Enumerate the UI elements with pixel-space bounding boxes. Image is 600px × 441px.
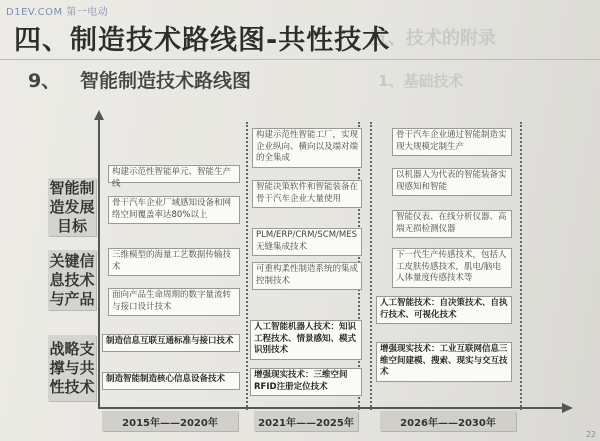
y-axis bbox=[98, 118, 100, 408]
cell-p1-goal-1: 构建示范性智能单元、智能生产线 bbox=[108, 165, 240, 183]
cell-p1-tech-2: 面向产品生命周期的数字量流转与接口设计技术 bbox=[108, 288, 240, 316]
period-label-2026-2030: 2026年——2030年 bbox=[380, 411, 516, 431]
subtitle-number: 9、 bbox=[28, 70, 61, 92]
cell-p2-goal-1: 构建示范性智能工厂，实现企业纵向、横向以及端对端的全集成 bbox=[252, 128, 362, 168]
title-rule bbox=[0, 59, 600, 60]
watermark: D1EV.COM 第一电动 bbox=[6, 7, 109, 18]
period-divider-2-right bbox=[520, 122, 522, 410]
period-divider-1-left bbox=[246, 122, 248, 410]
period-label-2021-2025: 2021年——2025年 bbox=[254, 411, 358, 431]
cell-p3-goal-1: 骨干汽车企业通过智能制造实现大规模定制生产 bbox=[392, 128, 512, 156]
ghost-title-right: 五、技术的附录 bbox=[370, 28, 496, 49]
cell-p2-tech-2: 可重构柔性制造系统的集成控制技术 bbox=[252, 262, 362, 290]
subtitle-text: 智能制造技术路线图 bbox=[80, 70, 252, 92]
period-label-2015-2020: 2015年——2020年 bbox=[102, 411, 238, 431]
row-label-support: 战略支撑与共性技术 bbox=[48, 335, 96, 401]
ghost-subtitle-right: 1、基础技术 bbox=[378, 72, 464, 90]
cell-p1-support-1: 制造信息互联互通标准与接口技术 bbox=[102, 334, 240, 352]
x-axis-arrow bbox=[562, 403, 573, 413]
cell-p3-tech-1: 智能仪表、在线分析仪器、高端无损检测仪器 bbox=[392, 210, 512, 238]
cell-p3-goal-2: 以机器人为代表的智能装备实现感知和智能 bbox=[392, 168, 512, 196]
subtitle bbox=[28, 66, 251, 93]
cell-p2-goal-2: 智能决策软件和智能装备在骨干汽车企业大量使用 bbox=[252, 180, 362, 208]
cell-p2-support-1: 人工智能机器人技术：知识工程技术、情景感知、模式识别技术 bbox=[250, 320, 362, 360]
row-label-goals: 智能制造发展目标 bbox=[49, 178, 95, 235]
cell-p2-tech-1: PLM/ERP/CRM/SCM/MES无缝集成技术 bbox=[252, 228, 362, 256]
period-divider-2-left bbox=[370, 122, 372, 410]
cell-p3-tech-2: 下一代生产传感技术，包括人工皮肤传感技术，肌电/脑电人体量度传感技术等 bbox=[392, 248, 512, 288]
y-axis-arrow bbox=[94, 110, 104, 120]
cell-p1-tech-1: 三维模型的海量工艺数据传输技术 bbox=[108, 248, 240, 276]
cell-p3-support-1: 人工智能技术：自决策技术、自执行技术、可视化技术 bbox=[376, 296, 512, 324]
cell-p1-support-2: 制造智能制造核心信息设备技术 bbox=[102, 372, 240, 390]
row-label-key-tech: 关键信息技术与产品 bbox=[48, 250, 96, 310]
x-axis bbox=[98, 407, 564, 409]
cell-p2-support-2: 增强现实技术：三维空间RFID注册定位技术 bbox=[250, 368, 362, 396]
cell-p1-goal-2: 骨干汽车企业厂域感知设备和网络空间覆盖率达80%以上 bbox=[108, 196, 240, 224]
section-title: 四、制造技术路线图-共性技术 bbox=[14, 25, 391, 56]
page-number: 22 bbox=[585, 430, 596, 439]
cell-p3-support-2: 增强现实技术：工业互联网信息三维空间建模、搜索、现实与交互技术 bbox=[376, 342, 512, 382]
